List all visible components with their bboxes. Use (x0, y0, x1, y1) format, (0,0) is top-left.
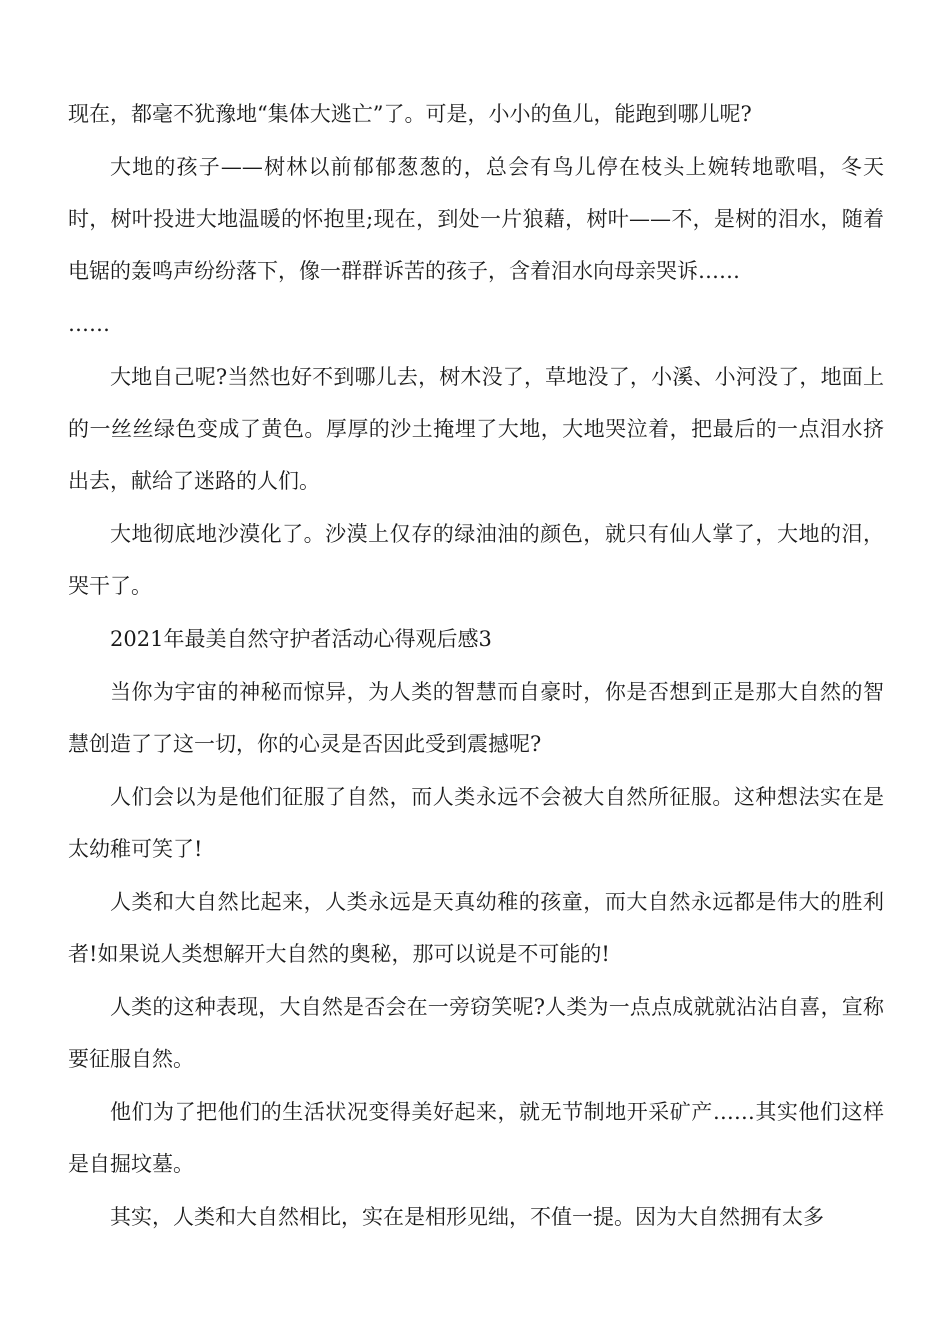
paragraph: 人类和大自然比起来，人类永远是天真幼稚的孩童，而大自然永远都是伟大的胜利者!如果说人类想解开大自然的奥秘，那可以说是不可能的! (68, 890, 884, 966)
paragraph: 当你为宇宙的神秘而惊异，为人类的智慧而自豪时，你是否想到正是那大自然的智慧创造了了这一切，你的心灵是否因此受到震撼呢? (68, 680, 884, 756)
paragraph: 大地的孩子——树林以前郁郁葱葱的，总会有鸟儿停在枝头上婉转地歌唱，冬天时，树叶投进大地温暖的怀抱里;现在，到处一片狼藉，树叶——不，是树的泪水，随着电锯的轰鸣声纷纷落下，像一群群诉苦的孩子，含着泪水向母亲哭诉…… (68, 155, 884, 283)
paragraph: 大地彻底地沙漠化了。沙漠上仅存的绿油油的颜色，就只有仙人掌了，大地的泪，哭干了。 (68, 522, 884, 598)
paragraph: 大地自己呢?当然也好不到哪儿去，树木没了，草地没了，小溪、小河没了，地面上的一丝丝绿色变成了黄色。厚厚的沙土掩埋了大地，大地哭泣着，把最后的一点泪水挤出去，献给了迷路的人们。 (68, 365, 884, 493)
paragraph: …… (68, 312, 110, 336)
document-body (68, 88, 884, 1244)
section-heading: 2021年最美自然守护者活动心得观后感3 (110, 627, 492, 651)
paragraph: 其实，人类和大自然相比，实在是相形见绌，不值一提。因为大自然拥有太多 (110, 1205, 824, 1229)
paragraph: 他们为了把他们的生活状况变得美好起来，就无节制地开采矿产……其实他们这样是自掘坟墓。 (68, 1100, 884, 1176)
paragraph: 人类的这种表现，大自然是否会在一旁窃笑呢?人类为一点点成就就沾沾自喜，宣称要征服自然。 (68, 995, 884, 1071)
paragraph: 现在，都毫不犹豫地“集体大逃亡”了。可是，小小的鱼儿，能跑到哪儿呢? (68, 102, 752, 126)
paragraph: 人们会以为是他们征服了自然，而人类永远不会被大自然所征服。这种想法实在是太幼稚可笑了! (68, 785, 884, 861)
